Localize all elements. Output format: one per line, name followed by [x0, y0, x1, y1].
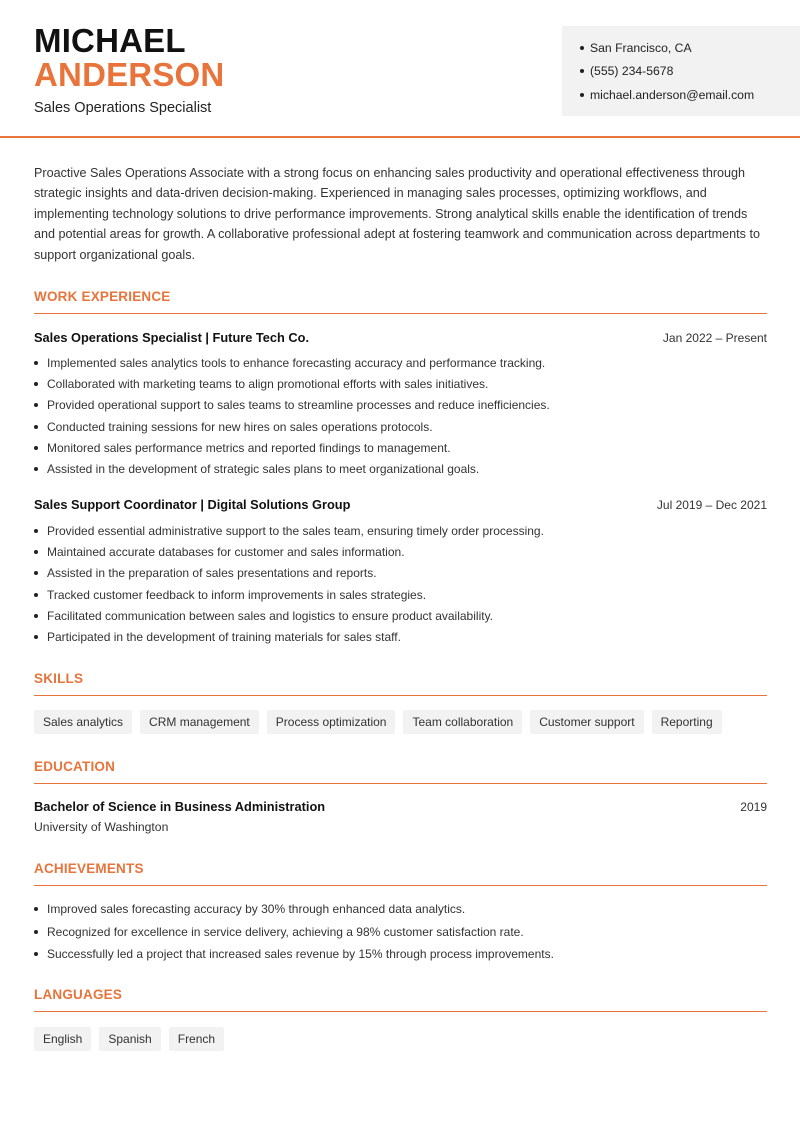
job-role: Sales Support Coordinator | Digital Solutions Group	[34, 497, 351, 512]
bullet-icon	[34, 529, 38, 533]
graduation-year: 2019	[740, 800, 767, 814]
professional-summary: Proactive Sales Operations Associate with a strong focus on enhancing sales productivity and operational effectiveness through strategic insights and data-driven decision-making. Experienced in managing sales processes, optimizing workflows, and implementing technology solutions to drive performance improvements. Strong analytical skills enable the identification of trends and potential areas for growth. A collaborative professional adept at fostering teamwork and communication across departments to support organizational goals.	[34, 166, 760, 262]
list-item	[34, 520, 767, 541]
contact-email	[580, 83, 800, 107]
degree: Bachelor of Science in Business Administration	[34, 799, 326, 814]
list-item	[34, 563, 767, 584]
languages-list	[34, 1027, 224, 1051]
bullet-icon	[580, 93, 584, 97]
bullet-icon	[34, 614, 38, 618]
bullet-text: Provided essential administrative support to the sales team, ensuring timely order processing.	[47, 523, 544, 538]
education-header	[34, 799, 767, 814]
job-dates: Jan 2022 – Present	[662, 331, 767, 345]
bullet-text: Recognized for excellence in service delivery, achieving a 98% customer satisfaction rate.	[47, 924, 524, 939]
email-text: michael.anderson@email.com	[590, 87, 755, 102]
list-item	[34, 898, 767, 921]
skill-chip: Customer support	[530, 710, 643, 734]
list-item	[34, 373, 767, 394]
job-role: Sales Operations Specialist | Future Tech Co.	[34, 330, 309, 345]
bullet-text: Maintained accurate databases for customer and sales information.	[47, 544, 405, 559]
list-item	[34, 584, 767, 605]
list-item	[34, 921, 767, 944]
bullet-icon	[34, 593, 38, 597]
education-heading: EDUCATION	[34, 759, 767, 784]
work-experience-heading: WORK EXPERIENCE	[34, 289, 767, 314]
bullet-icon	[34, 635, 38, 639]
skill-chip: CRM management	[140, 710, 259, 734]
bullet-icon	[34, 930, 38, 934]
bullet-text: Improved sales forecasting accuracy by 30% through enhanced data analytics.	[47, 902, 466, 917]
phone-text: (555) 234-5678	[590, 64, 674, 79]
list-item	[34, 626, 767, 647]
skill-chip: Team collaboration	[403, 710, 522, 734]
school-name: University of Washington	[34, 820, 169, 834]
bullet-text: Assisted in the preparation of sales presentations and reports.	[47, 566, 377, 581]
bullet-text: Collaborated with marketing teams to align promotional efforts with sales initiatives.	[47, 376, 489, 391]
list-item	[34, 943, 767, 966]
achievements-list	[34, 898, 767, 966]
list-item	[34, 541, 767, 562]
language-chip: French	[169, 1027, 224, 1051]
list-item	[34, 395, 767, 416]
bullet-icon	[34, 467, 38, 471]
bullet-icon	[34, 382, 38, 386]
job-bullets	[34, 520, 767, 648]
list-item	[34, 352, 767, 373]
bullet-text: Implemented sales analytics tools to enhance forecasting accuracy and performance tracking.	[47, 355, 546, 370]
job-title: Sales Operations Specialist	[34, 100, 212, 116]
skills-heading: SKILLS	[34, 671, 767, 696]
first-name: MICHAEL	[34, 22, 186, 59]
bullet-icon	[34, 361, 38, 365]
last-name: ANDERSON	[34, 56, 225, 93]
contact-location	[580, 36, 800, 60]
bullet-icon	[34, 550, 38, 554]
list-item	[34, 416, 767, 437]
skill-chip: Sales analytics	[34, 710, 132, 734]
bullet-text: Assisted in the development of strategic sales plans to meet organizational goals.	[47, 462, 480, 477]
bullet-text: Tracked customer feedback to inform improvements in sales strategies.	[47, 587, 427, 602]
bullet-icon	[34, 425, 38, 429]
list-item	[34, 437, 767, 458]
bullet-icon	[580, 69, 584, 73]
languages-heading: LANGUAGES	[34, 987, 767, 1012]
skill-chip: Reporting	[652, 710, 722, 734]
job-header	[34, 330, 767, 345]
skills-list	[34, 710, 722, 734]
job-header	[34, 497, 767, 512]
list-item	[34, 605, 767, 626]
bullet-icon	[34, 571, 38, 575]
bullet-text: Participated in the development of training materials for sales staff.	[47, 630, 401, 645]
achievements-heading: ACHIEVEMENTS	[34, 861, 767, 886]
contact-box	[562, 26, 800, 116]
language-chip: English	[34, 1027, 91, 1051]
bullet-icon	[34, 446, 38, 450]
skill-chip: Process optimization	[267, 710, 396, 734]
bullet-icon	[34, 403, 38, 407]
bullet-text: Facilitated communication between sales and logistics to ensure product availability.	[47, 608, 494, 623]
resume-header	[0, 0, 800, 138]
job-dates: Jul 2019 – Dec 2021	[656, 498, 767, 512]
bullet-icon	[34, 907, 38, 911]
bullet-text: Conducted training sessions for new hires on sales operations protocols.	[47, 419, 433, 434]
location-text: San Francisco, CA	[590, 40, 692, 55]
contact-phone	[580, 60, 800, 84]
bullet-text: Monitored sales performance metrics and reported findings to management.	[47, 440, 451, 455]
bullet-text: Successfully led a project that increased sales revenue by 15% through process improvements.	[47, 947, 554, 962]
list-item	[34, 458, 767, 479]
language-chip: Spanish	[99, 1027, 160, 1051]
bullet-icon	[580, 46, 584, 50]
bullet-icon	[34, 952, 38, 956]
bullet-text: Provided operational support to sales teams to streamline processes and reduce inefficiencies.	[47, 398, 550, 413]
job-bullets	[34, 352, 767, 480]
